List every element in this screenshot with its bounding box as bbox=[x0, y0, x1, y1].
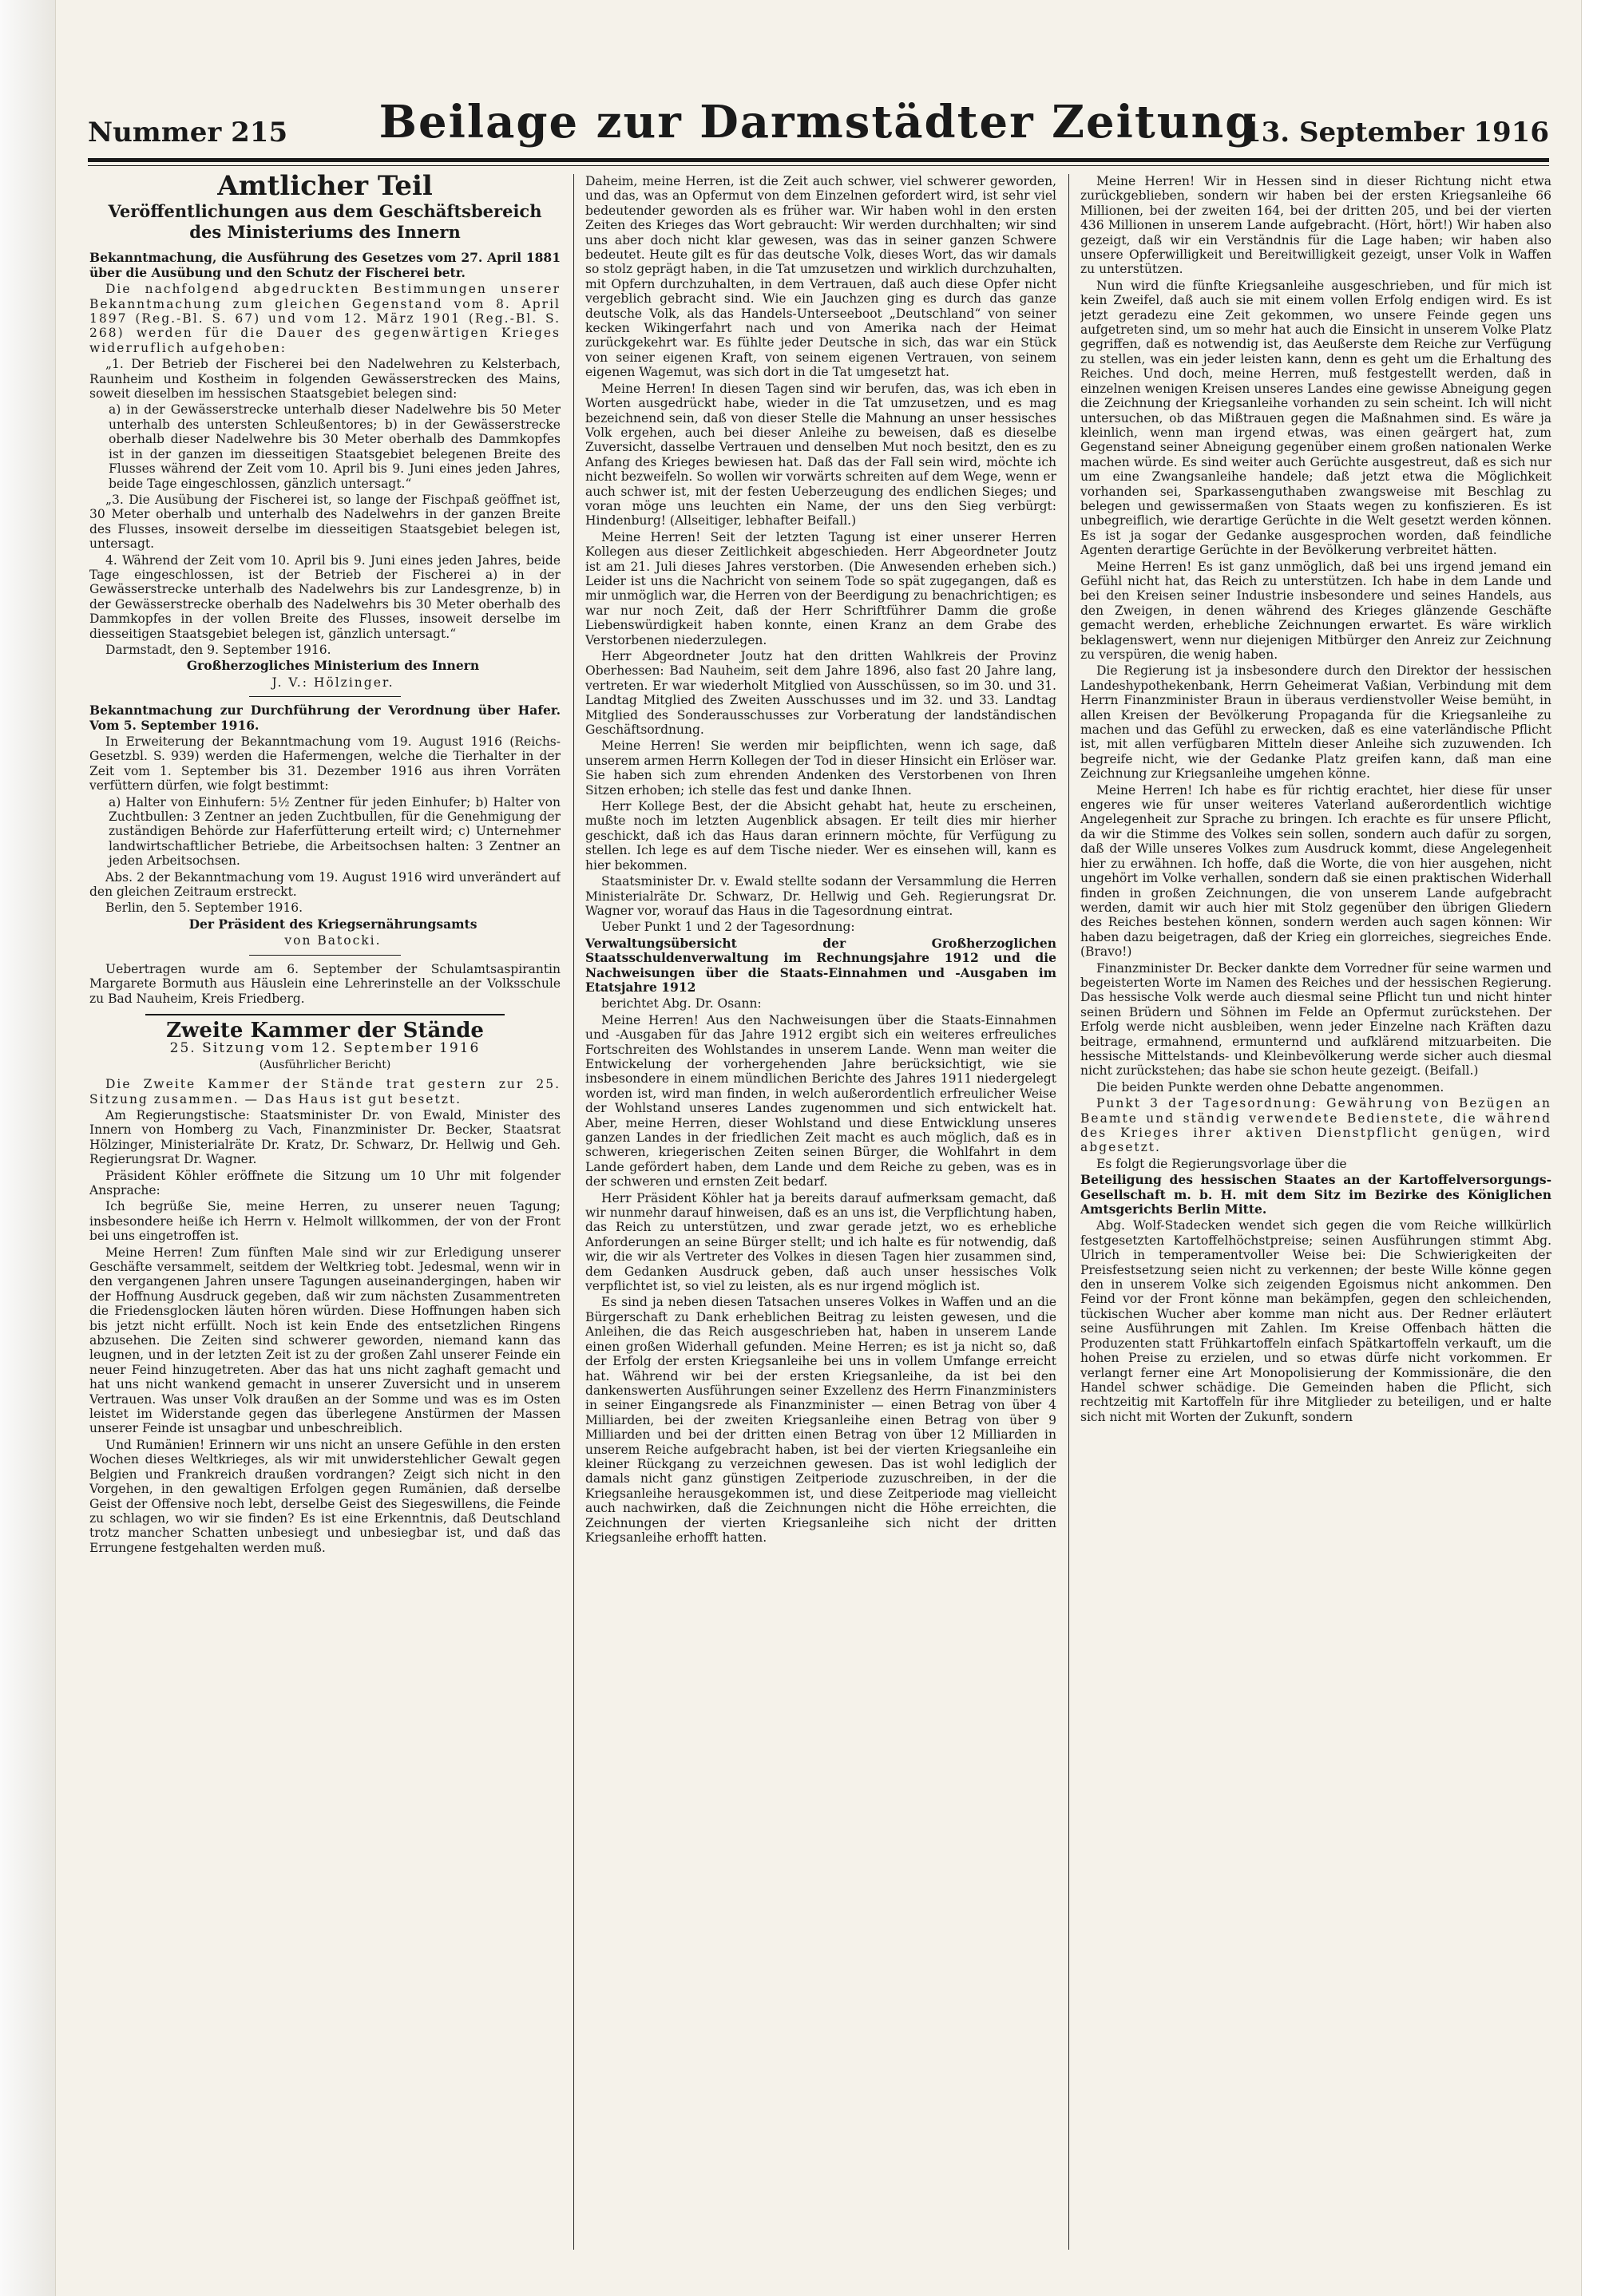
column-1 bbox=[89, 174, 561, 2250]
paragraph: „3. Die Ausübung der Fischerei ist, so lange der Fischpaß geöffnet ist, 30 Meter oberhalb und unterhalb des Nadelwehrs in der ganzen Breite des Flusses, insoweit derselbe im diesseitigen Staatsgebiet belegen ist, untersagt. bbox=[89, 492, 561, 552]
paragraph: Meine Herren! Ich habe es für richtig erachtet, hier diese für unser engeres wie für unser weiteres Vaterland außerordentlich wichtige Angelegenheit zur Sprache zu bringen. Ich erachte es für unsere Pflicht, da wir die Stimme des Volkes sein sollen, sondern auch dafür zu sorgen, daß der Wille unseres Volkes zum Ausdruck kommt, diese Angelegenheit hier zu erwähnen. Ich hoffe, daß die Worte, die von hier ausgehen, nicht ungehört im Volke verhallen, sondern daß sie einen praktischen Widerhall finden in großen Zeichnungen, die von unserem Lande aufgebracht werden, damit wir auch hier mit Stolz gegenüber den übrigen Gliedern des Reiches bestehen können, sondern werden auch sagen können: Wir haben dazu beigetragen, daß der Krieg ein glorreiches, siegreiches Ende. (Bravo!) bbox=[1080, 782, 1551, 960]
paragraph: Herr Präsident Köhler hat ja bereits darauf aufmerksam gemacht, daß wir nunmehr darauf hinweisen, daß es an uns ist, die Verpflichtung haben, das Reich zu unterstützen, und zwar gerade jetzt, wo es erhebliche Anforderungen an seine Bürger stellt; und ich halte es für notwendig, daß wir, die wir als Vertreter des Volkes in diesen Tagen hier zusammen sind, dem Gedanken Ausdruck geben, daß auch unser hessisches Volk verpflichtet ist, so viel zu leisten, als es nur irgend möglich ist. bbox=[585, 1190, 1056, 1294]
paragraph: Meine Herren! Zum fünften Male sind wir zur Erledigung unserer Geschäfte versammelt, seitdem der Weltkrieg tobt. Jedesmal, wenn wir in den vergangenen Jahren unsere Tagungen auseinandergingen, haben wir der Hoffnung Ausdruck gegeben, daß wir zum nächsten Zusammentreten die Friedensglocken läuten hören würden. Diese Hoffnungen haben sich bis jetzt nicht erfüllt. Noch ist kein Ende des entsetzlichen Ringens abzusehen. Die Zeiten sind schwerer geworden, niemand kann das leugnen, und in der letzten Zeit ist zu der großen Zahl unserer Feinde ein neuer Feind hinzugetreten. Aber das hat uns nicht zaghaft gemacht und hat uns nicht wankend gemacht in unserer Zuversicht und in unserem Vertrauen. Was unser Volk draußen an der Somme und was es im Osten leistet im Widerstande gegen das überlegene Anstürmen der Massen unserer Feinde ist unsagbar und unbeschreiblich. bbox=[89, 1245, 561, 1436]
paragraph: Es folgt die Regierungsvorlage über die bbox=[1096, 1156, 1347, 1171]
signature-office: Der Präsident des Kriegsernährungsamts bbox=[188, 916, 478, 932]
masthead bbox=[88, 96, 1549, 155]
column-3 bbox=[1080, 174, 1551, 2250]
paragraph: Uebertragen wurde am 6. September der Schulamtsaspirantin Margarete Bormuth aus Häuslein eine Lehrerinstelle an der Volksschule zu Bad Nauheim, Kreis Friedberg. bbox=[89, 961, 561, 1006]
list-item: a) Halter von Einhufern: 5½ Zentner für jeden Einhufer; b) Halter von Zuchtbullen: 3 Zentner an jeden Zuchtbullen, für die Genehmigung der zuständigen Behörde zur Haferfütterung erteilt wird; c) Unternehmer landwirtschaftlicher Betriebe, die Arbeitsochsen halten: 3 Zentner an jeden Arbeitsochsen. bbox=[109, 794, 561, 869]
session-heading: 25. Sitzung vom 12. September 1916 bbox=[169, 1040, 481, 1057]
paragraph: Die Zweite Kammer der Stände trat gestern zur 25. Sitzung zusammen. — Das Haus ist gut besetzt. bbox=[89, 1077, 561, 1106]
paragraph: Und Rumänien! Erinnern wir uns nicht an unsere Gefühle in den ersten Wochen dieses Weltkrieges, als wir mit unwiderstehlicher Gewalt gegen Belgien und Frankreich draußen vordrangen? Zeigt sich nicht in den Vorgehen, in den gewaltigen Erfolgen gegen Rumänien, daß derselbe Geist der Offensive noch lebt, derselbe Geist des Siegeswillens, die Feinde zu schlagen, wo wir sie finden? Es ist eine Erkenntnis, daß Deutschland trotz mancher Schatten unbesiegt und unbesiegbar ist, und daß das Errungene festgehalten werden muß. bbox=[89, 1437, 561, 1555]
signature-office: Großherzogliches Ministerium des Innern bbox=[186, 658, 480, 674]
separator bbox=[249, 955, 401, 956]
paragraph: Nun wird die fünfte Kriegsanleihe ausgeschrieben, und für mich ist kein Zweifel, daß auch sie mit einem vollen Erfolg endigen wird. Es ist jetzt geradezu eine Zeit gekommen, wo unsere Feinde gegen uns aufgetreten sind, um so mehr hat auch die Einsicht in unserem Volke Platz gegriffen, daß es notwendig ist, das Aeußerste dem Reiche zur Verfügung zu stellen, was ein jeder leisten kann, denn es geht um die Erhaltung des Reiches. Und doch, meine Herren, muß festgestellt werden, daß in einzelnen wenigen Kreisen unseres Landes eine gewisse Abneigung gegen die Zeichnung der Kriegsanleihe vorhanden zu sein scheint. Ich will nicht untersuchen, ob das Mißtrauen gegen die Maßnahmen sind. Es wäre ja kleinlich, wenn man irgend etwas, was einen geärgert hat, zum Gegenstand seiner Abneigung gegenüber einem großen nationalen Werke machen würde. Es sind weiter auch Gerüchte ausgestreut, daß es sich nur um eine Zwangsanleihe handele; daß jetzt etwa die Möglichkeit vorhanden sei, Sparkassenguthaben zwangsweise mit Beschlag zu belegen und gewissermaßen von Staats wegen zu konfiszieren. Es ist unbegreiflich, wie derartige Gerüchte in die Welt gesetzt werden können. Es ist ja sogar der Gedanke ausgesprochen worden, daß feindliche Agenten derartige Gerüchte in der Bevölkerung verbreitet hätten. bbox=[1080, 278, 1551, 558]
agenda-item: Ueber Punkt 1 und 2 der Tagesordnung: bbox=[601, 920, 855, 935]
section-separator bbox=[145, 1014, 505, 1015]
paragraph: Meine Herren! Aus den Nachweisungen über die Staats-Einnahmen und -Ausgaben für das Jahre 1912 ergibt sich ein weiteres erfreuliches Fortschreiten des Wohlstandes in unserem Lande. Wenn man weiter die Entwickelung der vorhergehenden Jahre berücksichtigt, wie sie insbesondere in einem mündlichen Berichte des Jahres 1911 niedergelegt worden ist, wird man finden, in welch außerordentlich erfreulicher Weise der Wohlstand unseres Landes zugenommen und sich entwickelt hat. Aber, meine Herren, dieser Wohlstand und diese Entwicklung unseres ganzen Landes in der friedlichen Zeit macht es auch möglich, daß es in schweren, kriegerischen Zeiten seinen Bürger, die Wohlfahrt in dem Lande gefördert haben, dem Lande und dem Reiche zu geben, was es in der schweren und ernsten Zeit bedarf. bbox=[585, 1012, 1056, 1190]
paragraph: Meine Herren! Sie werden mir beipflichten, wenn ich sage, daß unserem armen Herrn Kollegen der Tod in dieser Hinsicht ein Erlöser war. Sie haben sich zum ehrenden Andenken des Verstorbenen von Ihren Sitzen erhoben; ich stelle das fest und danke Ihnen. bbox=[585, 738, 1056, 798]
paragraph: Die nachfolgend abgedruckten Bestimmungen unserer Bekanntmachung zum gleichen Gegenstand vom 8. April 1897 (Reg.-Bl. S. 67) und vom 12. März 1901 (Reg.-Bl. S. 268) werden für die Dauer des gegenwärtigen Krieges widerruflich aufgehoben: bbox=[89, 282, 561, 355]
paragraph: berichtet Abg. Dr. Osann: bbox=[601, 996, 762, 1011]
masthead-rule bbox=[88, 158, 1549, 162]
chamber-section-heading: Zweite Kammer der Stände bbox=[166, 1018, 484, 1043]
paragraph: In Erweiterung der Bekanntmachung vom 19. August 1916 (Reichs-Gesetzbl. S. 939) werden die Hafermengen, welche die Tierhalter in der Zeit vom 1. September bis 31. Dezember 1916 aus ihren Vorräten verfüttern dürfen, wie folgt bestimmt: bbox=[89, 734, 561, 794]
newspaper-page bbox=[56, 0, 1581, 2296]
paragraph: Meine Herren! Wir in Hessen sind in dieser Richtung nicht etwa zurückgeblieben, sondern wir haben bei der ersten Kriegsanleihe 66 Millionen, bei der zweiten 164, bei der dritten 205, und bei der vierten 436 Millionen in unserem Lande aufgebracht. (Hört, hört!) Wir haben also gezeigt, daß wir ein Verständnis für die Lage haben; wir haben also unsere Opferwilligkeit und Bereitwilligkeit gezeigt, unser Volk in Waffen zu unterstützen. bbox=[1080, 174, 1551, 277]
paragraph: Herr Abgeordneter Joutz hat den dritten Wahlkreis der Provinz Oberhessen: Bad Nauheim, seit dem Jahre 1896, also fast 20 Jahre lang, vertreten. Er war wiederholt Mitglied von Ausschüssen, so im 30. und 31. Landtag Mitglied des Zweiten Ausschusses und im 32. und 33. Landtag Mitglied des Sonderausschusses zur Vorberatung der landständischen Geschäftsordnung. bbox=[585, 649, 1056, 738]
paragraph: Daheim, meine Herren, ist die Zeit auch schwer, viel schwerer geworden, und das, was an Opfermut von dem Einzelnen gefordert wird, ist sehr viel bedeutender geworden als es früher war. Wir haben wohl in den ersten Zeiten des Krieges das Wort gebraucht: Wir werden durchhalten; wir sind uns aber doch nicht klar gewesen, was das in seiner ganzen Schwere bedeutet. Heute gilt es für das deutsche Volk, dieses Wort, das wir damals so stolz geprägt haben, in die Tat umzusetzen und wirklich durchzuhalten, mit Opfern durchzuhalten, in dem Vertrauen, daß auch diese Opfer nicht vergeblich gebracht sind. Wie ein Jauchzen ging es durch das ganze deutsche Volk, als das Handels-Unterseeboot „Deutschland“ von seiner kecken Wikingerfahrt nach und von Amerika nach der Heimat zurückgekehrt war. Es fühlte jeder Deutsche in sich, das war ein Stück von seiner eigenen Kraft, von seinem eigenen Vertrauen, von seinem eigenen Wagemut, was sich dort in die Tat umgesetzt hat. bbox=[585, 174, 1056, 380]
issue-date: 13. September 1916 bbox=[1242, 117, 1549, 148]
signature-name: von Batocki. bbox=[284, 933, 382, 948]
official-section-subheading: Veröffentlichungen aus dem Geschäftsbereich des Ministeriums des Innern bbox=[108, 201, 542, 243]
paragraph: Präsident Köhler eröffnete die Sitzung um 10 Uhr mit folgender Ansprache: bbox=[89, 1168, 561, 1197]
paragraph: Staatsminister Dr. v. Ewald stellte sodann der Versammlung die Herren Ministerialräte Dr. Schwarz, Dr. Hellwig und Geh. Regierungsrat Dr. Wagner vor, worauf das Haus in die Tagesordnung eintrat. bbox=[585, 874, 1056, 918]
dateline: Darmstadt, den 9. September 1916. bbox=[105, 642, 331, 657]
agenda-title: Verwaltungsübersicht der Großherzoglichen Staatsschuldenverwaltung im Rechnungsjahre 1912 und die Nachweisungen über die Staats-Einnahmen und -Ausgaben im Etatsjahre 1912 bbox=[585, 935, 1056, 995]
paragraph: Die beiden Punkte werden ohne Debatte angenommen. bbox=[1096, 1079, 1444, 1095]
paragraph: Es sind ja neben diesen Tatsachen unseres Volkes in Waffen und an die Bürgerschaft zu Dank erheblichen Beitrag zu leisten gewesen, und die Anleihen, die das Reich ausgeschrieben hat, haben in unserem Lande einen großen Widerhall gefunden. Meine Herren; es ist ja nicht so, daß der Erfolg der ersten Kriegsanleihe bei uns in vollem Umfange erreicht hat. Während wir bei der ersten Kriegsanleihe, da ist bei den dankenswerten Ausführungen seiner Exzellenz des Herrn Finanzministers in seiner Eingangsrede als Finanzminister — einen Betrag von über 4 Milliarden, bei der zweiten Kriegsanleihe einen Betrag von über 9 Milliarden und bei der dritten einen Betrag von über 12 Milliarden in unserem Reiche aufgebracht haben, ist bei der vierten Kriegsanleihe ein kleiner Rückgang zu verzeichnen gewesen. Das ist wohl lediglich der damals nicht ganz günstigen Zeitperiode zuzuschreiben, in der die Kriegsanleihe herausgekommen ist, und diese Zeitperiode mag vielleicht auch nachwirken, daß die Zeichnungen nicht die Höhe erreichten, die Zeichnungen der vierten Kriegsanleihe sich nicht der dritten Kriegsanleihe erhofft hatten. bbox=[585, 1295, 1056, 1545]
paragraph: Abg. Wolf-Stadecken wendet sich gegen die vom Reiche willkürlich festgesetzten Kartoffelhöchstpreise; seinen Ausführungen stimmt Abg. Ulrich in temperamentvoller Weise bei: Die Schwierigkeiten der Preisfestsetzung seien nicht zu verkennen; der beste Wille könne gegen den in unserem Volke sich zeigenden Egoismus nicht ankommen. Den Feind vor der Front könne man bekämpfen, gegen den schleichenden, tückischen Wucher aber komme man nicht aus. Der Redner erläutert seine Ausführungen mit Zahlen. Im Kreise Offenbach hätten die Produzenten statt Frühkartoffeln einfach Spätkartoffeln verkauft, um die hohen Preise zu erzielen, und so etwas dürfe nicht vorkommen. Er verlangt ferner eine Art Monopolisierung der Kommissionäre, die den Handel schwer schädige. Die Gemeinden haben die Pflicht, sich rechtzeitig mit Kartoffeln für ihre Mitglieder zu beteiligen, und er halte sich nicht mit Worten der Zukunft, sondern bbox=[1080, 1218, 1551, 1424]
issue-number: Nummer 215 bbox=[88, 117, 288, 148]
paragraph: Meine Herren! Seit der letzten Tagung ist einer unserer Herren Kollegen aus dieser Zeitlichkeit abgeschieden. Herr Abgeordneter Joutz ist am 21. Juli dieses Jahres verstorben. (Die Anwesenden erheben sich.) Leider ist uns die Nachricht von seinem Tode so spät zugegangen, daß es mir unmöglich war, die Herren von der Beerdigung zu benachrichtigen; es war nur noch Zeit, daß der Herr Schriftführer Damm die große Liebenswürdigkeit haben konnte, einen Kranz an dem Grabe des Verstorbenen niederzulegen. bbox=[585, 529, 1056, 647]
column-2 bbox=[585, 174, 1056, 2250]
dateline: Berlin, den 5. September 1916. bbox=[105, 901, 303, 916]
paragraph: Meine Herren! Es ist ganz unmöglich, daß bei uns irgend jemand ein Gefühl nicht hat, das Reich zu unterstützen. Ich habe in dem Lande und bei den Kreisen seiner Industrie insbesondere und seines Handels, aus den Zweigen, in denen während des Krieges glänzende Geschäfte gemacht werden, erhebliche Zeichnungen erwartet. Es wäre wirklich beklagenswert, wenn nur diejenigen Mitbürger den Anreiz zur Zeichnung zu verspüren, die wenig haben. bbox=[1080, 559, 1551, 662]
paragraph: Ich begrüße Sie, meine Herren, zu unserer neuen Tagung; insbesondere heiße ich Herrn v. Helmolt willkommen, der von der Front bei uns eingetroffen ist. bbox=[89, 1199, 561, 1244]
agenda-title: Beteiligung des hessischen Staates an der Kartoffelversorgungs-Gesellschaft m. b. H. mit dem Sitz im Bezirke des Königlichen Amtsgerichts Berlin Mitte. bbox=[1080, 1172, 1551, 1217]
column-divider bbox=[1068, 174, 1069, 2250]
paragraph: Abs. 2 der Bekanntmachung vom 19. August 1916 wird unverändert auf den gleichen Zeitraum erstreckt. bbox=[89, 869, 561, 900]
notice-title: Bekanntmachung, die Ausführung des Gesetzes vom 27. April 1881 über die Ausübung und den Schutz der Fischerei betr. bbox=[89, 250, 561, 280]
list-item: a) in der Gewässerstrecke unterhalb dieser Nadelwehre bis 50 Meter unterhalb des untersten Schleußentores; b) in der Gewässerstrecke oberhalb dieser Nadelwehre bis 30 Meter oberhalb des Dammkopfes ist in der ganzen im diesseitigen Staatsgebiet belegenen Breite des Flusses während der Zeit vom 10. April bis 9. Juni eines jeden Jahres, beide Tage eingeschlossen, gänzlich untersagt.“ bbox=[109, 402, 561, 491]
paragraph: Herr Kollege Best, der die Absicht gehabt hat, heute zu erscheinen, mußte noch im letzten Augenblick absagen. Er teilt dies mir hierher geschickt, daß ich das Haus daran erinnern möchte, für Verfügung zu stellen. Ich lege es auf dem Tische nieder. Wer es einsehen will, kann es hier bekommen. bbox=[585, 799, 1056, 873]
list bbox=[89, 402, 561, 490]
paragraph: „1. Der Betrieb der Fischerei bei den Nadelwehren zu Kelsterbach, Raunheim und Kostheim in folgenden Gewässerstrecken des Mains, soweit dieselben im hessischen Staatsgebiet belegen sind: bbox=[89, 357, 561, 402]
masthead-rule-thin bbox=[88, 165, 1549, 166]
paragraph: Am Regierungstische: Staatsminister Dr. von Ewald, Minister des Innern von Homberg zu Vach, Finanzminister Dr. Becker, Staatsrat Hölzinger, Ministerialräte Dr. Kratz, Dr. Schwarz, Dr. Hellwig und Geh. Regierungsrat Dr. Wagner. bbox=[89, 1107, 561, 1167]
paragraph: Die Regierung ist ja insbesondere durch den Direktor der hessischen Landeshypothekenbank, Herrn Geheimerat Vaßian, Verbindung mit dem Herrn Finanzminister Braun in überaus verdienstvoller Weise bemüht, in allen Kreisen der Bevölkerung Propaganda für die Kriegsanleihe zu machen und das Gefühl zu erwecken, daß es eine vaterländische Pflicht ist, mit allen verfügbaren Mitteln dieser Anleihe sich zuzuwenden. Ich begreife nicht, wie der Gedanke Platz greifen kann, daß man eine Zeichnung zur Kriegsanleihe umgehen könne. bbox=[1080, 663, 1551, 782]
official-section-heading: Amtlicher Teil bbox=[217, 174, 433, 202]
paragraph: Finanzminister Dr. Becker dankte dem Vorredner für seine warmen und begeisterten Worte im Namen des Reiches und der hessischen Regierung. Das hessische Volk werde auch diesmal seine Pflicht tun und nicht hinter seinen Brüdern und Söhnen im Felde an Opfermut zurückstehen. Der Erfolg werde nicht ausbleiben, wenn jeder Einzelne nach Kräften dazu beitrage, ermahnend, ermunternd und aufklärend mitzuarbeiten. Die hessische Mittelstands- und Kleinbevölkerung werde sicher auch diesmal nicht zurückstehen; das habe sie schon heute gezeigt. (Beifall.) bbox=[1080, 960, 1551, 1079]
paragraph: 4. Während der Zeit vom 10. April bis 9. Juni eines jeden Jahres, beide Tage eingeschlossen, ist der Betrieb der Fischerei a) in der Gewässerstrecke unterhalb des Nadelwehrs bis zur Landesgrenze, b) in der Gewässerstrecke oberhalb des Nadelwehrs bis 30 Meter oberhalb des Dammkopfes in der vollen Breite des Flusses, insoweit derselbe im diesseitigen Staatsgebiet belegen ist, gänzlich untersagt.“ bbox=[89, 552, 561, 641]
column-divider bbox=[573, 174, 574, 2250]
paragraph: Punkt 3 der Tagesordnung: Gewährung von Bezügen an Beamte und ständig verwendete Bedienstete, die während des Krieges ihrer aktiven Dienstpflicht genügen, wird abgesetzt. bbox=[1080, 1096, 1551, 1155]
book-binding-edge bbox=[0, 0, 56, 2296]
list bbox=[89, 795, 561, 869]
paragraph: Meine Herren! In diesen Tagen sind wir berufen, das, was ich eben in Worten ausgedrückt habe, wieder in die Tat umzusetzen, und es mag bezeichnend sein, daß von dieser Stelle die Mahnung an unser hessisches Volk ergehen, auch bei dieser Anleihe zu beweisen, daß es dieselbe Zuversicht, dasselbe Vertrauen und denselben Mut noch besitzt, den es zu Anfang des Krieges bewiesen hat. Daß das der Fall sein wird, möchte ich nicht bezweifeln. So wollen wir vorwärts schreiten auf dem Wege, wenn er auch schwer ist, mit der festen Ueberzeugung des endlichen Sieges; und voran möge uns leuchten ein Name, der uns den Sieg verbürgt: Hindenburg! (Allseitiger, lebhafter Beifall.) bbox=[585, 381, 1056, 528]
newspaper-title: Beilage zur Darmstädter Zeitung bbox=[378, 96, 1258, 148]
signature-name: J. V.: Hölzinger. bbox=[271, 675, 394, 690]
separator bbox=[249, 696, 401, 697]
report-note: (Ausführlicher Bericht) bbox=[259, 1058, 391, 1071]
notice-title: Bekanntmachung zur Durchführung der Verordnung über Hafer. Vom 5. September 1916. bbox=[89, 703, 561, 733]
